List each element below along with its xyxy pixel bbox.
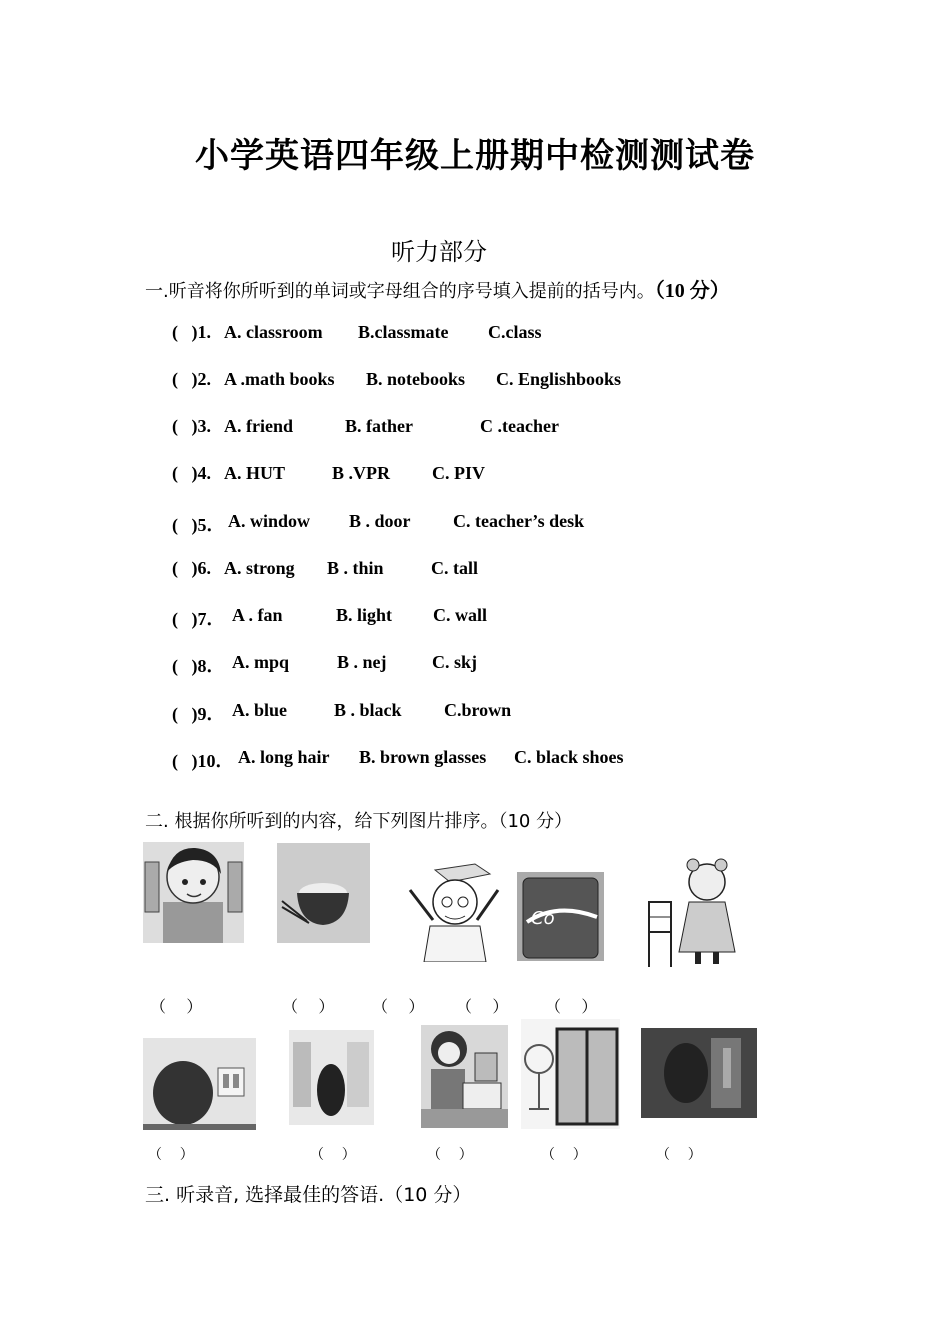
option-a: A . fan [232, 605, 283, 625]
answer-blank[interactable]: ( )6. [172, 558, 211, 578]
option-b: B. brown glasses [359, 747, 487, 767]
option-c: C.brown [444, 700, 512, 720]
girl-with-bag-picture [421, 1025, 508, 1128]
rice-bowl-picture [277, 843, 370, 943]
light-switch-picture [143, 1038, 256, 1130]
option-b: B. light [336, 605, 393, 625]
option-c: C. PIV [432, 463, 485, 483]
option-c: C. wall [433, 605, 487, 625]
section1-heading: 一.听音将你所听到的单词或字母组合的序号填入提前的括号内。（10 分） [145, 280, 730, 302]
order-paren-8[interactable]: （ ） [427, 1147, 473, 1163]
answer-blank[interactable]: ( )5． [172, 515, 225, 535]
option-b: B.classmate [358, 322, 449, 342]
svg-text:Co: Co [531, 908, 555, 929]
page-title: 小学英语四年级上册期中检测测试卷 [195, 136, 755, 176]
option-a: A. long hair [238, 747, 330, 767]
option-a: A .math books [224, 369, 335, 389]
section2-heading: 二. 根据你所听到的内容，给下列图片排序。（10 分） [145, 811, 573, 832]
order-paren-9[interactable]: （ ） [541, 1147, 587, 1163]
order-paren-1[interactable]: （ ） [150, 997, 203, 1016]
answer-blank[interactable]: ( )10． [172, 751, 234, 771]
option-c: C. black shoes [514, 747, 624, 767]
answer-blank[interactable]: ( )9． [172, 704, 225, 724]
order-paren-2[interactable]: （ ） [282, 997, 335, 1016]
answer-blank[interactable]: ( )2. [172, 369, 211, 389]
section3-heading: 三. 听录音, 选择最佳的答语.（10 分） [145, 1184, 472, 1206]
order-paren-4[interactable]: （ ） [456, 997, 509, 1016]
boy-with-book-picture [400, 860, 508, 962]
option-b: B. father [345, 416, 413, 436]
answer-blank[interactable]: ( )4. [172, 463, 211, 483]
option-a: A. mpq [232, 652, 290, 672]
option-a: A. strong [224, 558, 295, 578]
option-a: A. HUT [224, 463, 286, 483]
answer-blank[interactable]: ( )3. [172, 416, 211, 436]
option-b: B. notebooks [366, 369, 466, 389]
door-handle-picture [289, 1030, 374, 1125]
option-c: C. Englishbooks [496, 369, 622, 389]
strong-boy-picture [143, 842, 244, 943]
order-paren-5[interactable]: （ ） [545, 997, 598, 1016]
option-a: A. classroom [224, 322, 323, 342]
option-b: B . thin [327, 558, 384, 578]
section-subtitle: 听力部分 [391, 238, 487, 266]
answer-blank[interactable]: ( )1. [172, 322, 211, 342]
option-c: C.class [488, 322, 542, 342]
fan-and-window-picture [521, 1019, 620, 1129]
answer-blank[interactable]: ( )7． [172, 609, 225, 629]
option-b: B . door [349, 511, 411, 531]
order-paren-7[interactable]: （ ） [310, 1147, 356, 1163]
option-b: B .VPR [332, 463, 390, 483]
girl-with-chair-picture [645, 857, 740, 972]
option-b: B . nej [337, 652, 387, 672]
order-paren-10[interactable]: （ ） [656, 1147, 702, 1163]
dark-photo-picture [641, 1028, 757, 1118]
answer-blank[interactable]: ( )8． [172, 656, 225, 676]
order-paren-6[interactable]: （ ） [148, 1147, 194, 1163]
cola-can-picture [517, 872, 604, 961]
option-a: A. blue [232, 700, 288, 720]
option-b: B . black [334, 700, 402, 720]
option-c: C. teacher’s desk [453, 511, 585, 531]
option-a: A. friend [224, 416, 293, 436]
option-c: C. skj [432, 652, 478, 672]
option-a: A. window [228, 511, 311, 531]
order-paren-3[interactable]: （ ） [372, 997, 425, 1016]
option-c: C .teacher [480, 416, 559, 436]
option-c: C. tall [431, 558, 478, 578]
